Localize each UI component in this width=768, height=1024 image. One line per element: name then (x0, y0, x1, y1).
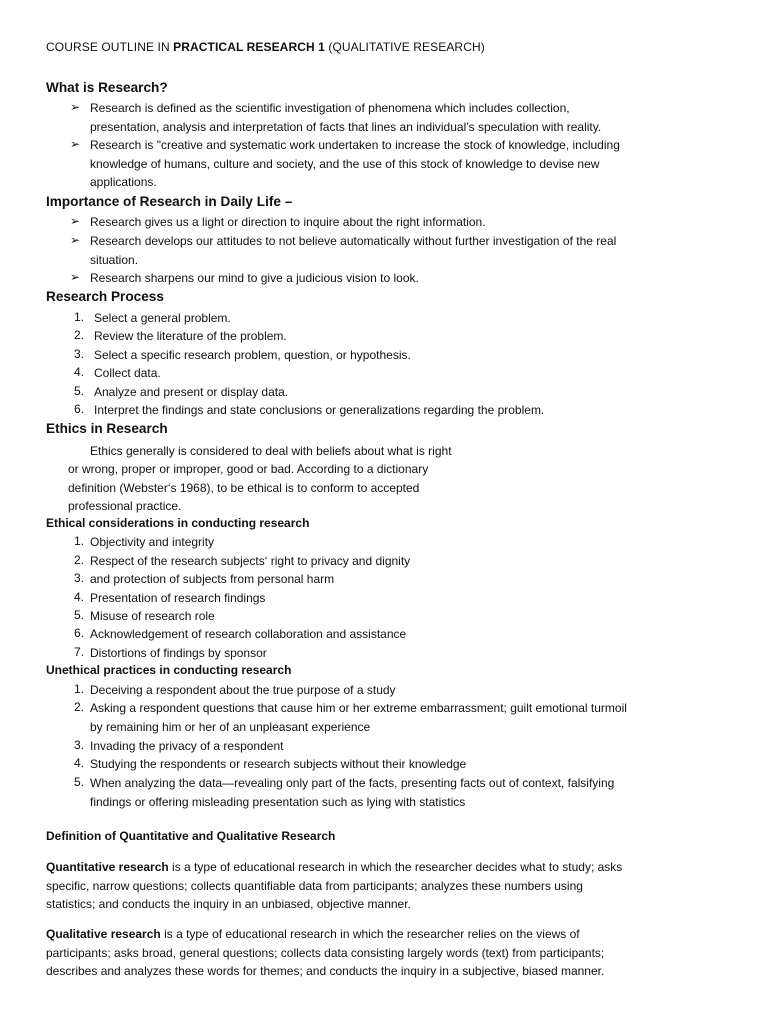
heading-what-is-research: What is Research? (46, 80, 168, 95)
list-item: Objectivity and integrity (90, 535, 215, 549)
heading-ethical-considerations: Ethical considerations in conducting research (46, 516, 310, 530)
heading-research-process: Research Process (46, 289, 164, 304)
bullet-icon: ➢ (70, 214, 81, 228)
list-item: Research develops our attitudes to not believe automatically without further investigation of the real situation. (90, 234, 617, 267)
list-item: Select a general problem. (94, 311, 231, 325)
bullet-icon: ➢ (70, 270, 81, 284)
page-title: COURSE OUTLINE IN PRACTICAL RESEARCH 1 (QUALITATIVE RESEARCH) (46, 40, 485, 54)
list-item: Distortions of findings by sponsor (90, 646, 267, 660)
list-item: Acknowledgement of research collaboration and assistance (90, 627, 407, 641)
list-item: Deceiving a respondent about the true purpose of a study (90, 683, 396, 697)
document-page: COURSE OUTLINE IN PRACTICAL RESEARCH 1 (QUALITATIVE RESEARCH) What is Research? ➢ Research is defined as the scientific investigation of phenomena which includes collection, presentation, analysis and interpretation of facts that lines an individual’s speculation with reality. ➢ Research is "creative and systematic work undertaken to increase the stock of knowledge, including knowledge of humans, culture and society, and the use of this stock of knowledge to devise new applications. Importance of Research in Daily Life – ➢ Research gives us a light or direction to inquire about the right information. ➢ Research develops our attitudes to not believe automatically without further investigation of the real situation. ➢ Research sharpens our mind to give a judicious vision to look. Research Process 1. Select a general problem. 2. Review the literature of the problem. 3. Select a specific research problem, question, or hypothesis. 4. Collect data. 5. Analyze and present or display data. 6. Interpret the findings and state conclusions or generalizations regarding the problem. Ethics in Research Ethics generally is considered to deal with beliefs about what is right or wrong, proper or improper, good or bad. According to a dictionary definition (Webster‘s 1968), to be ethical is to conform to accepted professional practice. Ethical considerations in conducting research 1. Objectivity and integrity 2. Respect of the research subjects‘ right to privacy and dignity 3. and protection of subjects from personal harm 4. Presentation of research findings 5. Misuse of research role 6. Acknowledgement of research collaboration and assistance 7. Distortions of findings by sponsor Unethical practices in conducting research 1. Deceiving a respondent about the true purpose of a study 2. Asking a respondent questions that cause him or her extreme embarrassment; guilt emotional turmoil by remaining him or her of an unpleasant experience 3. Invading the privacy of a respondent 4. Studying the respondents or research subjects without their knowledge 5. When analyzing the data—revealing only part of the facts, presenting facts out of context, falsifying findings or offering misleading presentation such as lying with statistics Definition of Quantitative and Qualitative Research Quantitative research is a type of educational research in which the researcher decides what to study; asks specific, narrow questions; collects quantifiable data from participants; analyzes these numbers using statistics; and conducts the inquiry in an unbiased, objective manner. Qualitative research is a type of educational research in which the researcher relies on the views of participants; asks broad, general questions; collects data consisting largely words (text) from participants; describes and analyzes these words for themes; and conducts the inquiry in a subjective, biased manner. (0, 0, 768, 1024)
list-item: When analyzing the data—revealing only part of the facts, presenting facts out of context, falsifying findings or offering misleading presentation such as lying with statistics (90, 776, 615, 809)
list-item: Research is defined as the scientific investigation of phenomena which includes collection, presentation, analysis and interpretation of facts that lines an individual’s speculation with reality. (90, 101, 602, 134)
list-item: Studying the respondents or research subjects without their knowledge (90, 757, 467, 771)
list-item: Research gives us a light or direction to inquire about the right information. (90, 215, 486, 229)
ethics-paragraph-line: professional practice. (68, 499, 182, 513)
heading-ethics: Ethics in Research (46, 421, 168, 436)
ethics-paragraph-line: definition (Webster‘s 1968), to be ethical is to conform to accepted (68, 481, 420, 495)
list-item: Interpret the findings and state conclusions or generalizations regarding the problem. (94, 403, 545, 417)
list-item: Misuse of research role (90, 609, 215, 623)
ethics-paragraph-line: or wrong, proper or improper, good or bad. According to a dictionary (68, 462, 429, 476)
list-item: Respect of the research subjects‘ right to privacy and dignity (90, 554, 411, 568)
list-item: Collect data. (94, 366, 161, 380)
bullet-icon: ➢ (70, 100, 81, 114)
quantitative-definition: Quantitative research is a type of educational research in which the researcher decides what to study; asks specific, narrow questions; collects quantifiable data from participants; analyzes these numbers using statistics; and conducts the inquiry in an unbiased, objective manner. (46, 860, 623, 911)
list-item: Research is "creative and systematic work undertaken to increase the stock of knowledge, including knowledge of humans, culture and society, and the use of this stock of knowledge to devise new applications. (90, 138, 620, 189)
list-item: Select a specific research problem, question, or hypothesis. (94, 348, 411, 362)
bullet-icon: ➢ (70, 137, 81, 151)
list-item: Invading the privacy of a respondent (90, 739, 284, 753)
list-item: Review the literature of the problem. (94, 329, 287, 343)
bullet-icon: ➢ (70, 233, 81, 247)
ethics-paragraph-line: Ethics generally is considered to deal with beliefs about what is right (90, 444, 452, 458)
list-item: Analyze and present or display data. (94, 385, 289, 399)
list-item: and protection of subjects from personal harm (90, 572, 335, 586)
qualitative-definition: Qualitative research is a type of educational research in which the researcher relies on the views of participants; asks broad, general questions; collects data consisting largely words (text) from participants; describes and analyzes these words for themes; and conducts the inquiry in a subjective, biased manner. (46, 927, 605, 978)
heading-unethical-practices: Unethical practices in conducting research (46, 663, 292, 677)
heading-importance: Importance of Research in Daily Life – (46, 194, 293, 209)
list-item: Asking a respondent questions that cause him or her extreme embarrassment; guilt emotional turmoil by remaining him or her of an unpleasant experience (90, 701, 627, 734)
list-item: Research sharpens our mind to give a judicious vision to look. (90, 271, 419, 285)
list-item: Presentation of research findings (90, 591, 266, 605)
heading-definition: Definition of Quantitative and Qualitative Research (46, 829, 336, 843)
